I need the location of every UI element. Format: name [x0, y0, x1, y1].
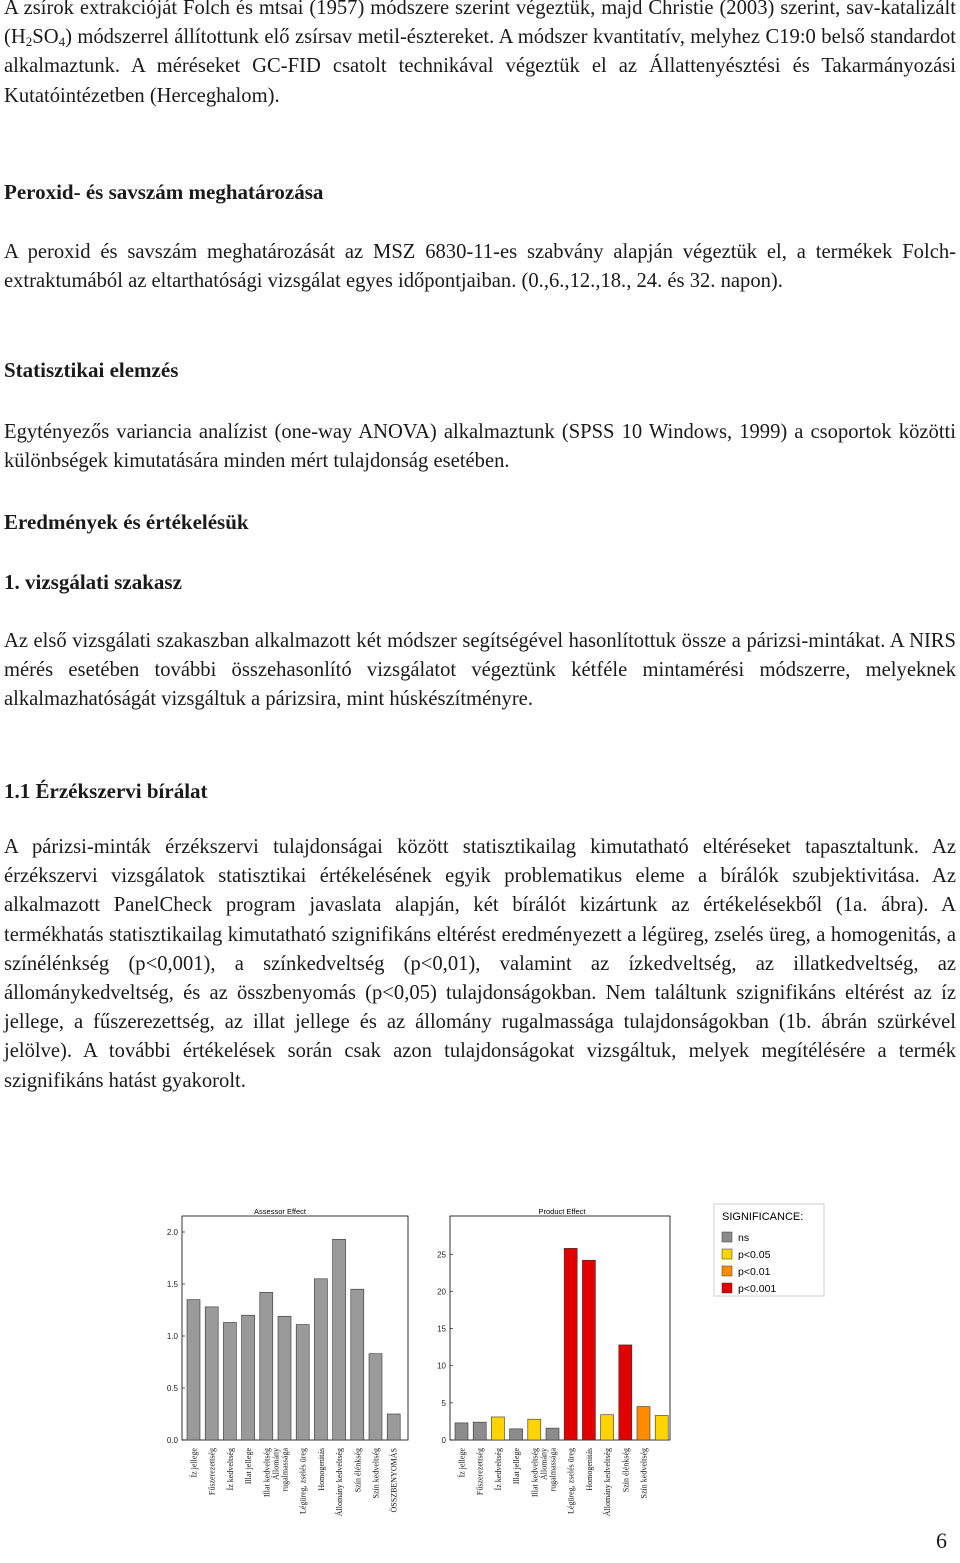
bar [260, 1292, 273, 1440]
category-label: Fűszerezettség [475, 1448, 485, 1496]
legend-swatch [722, 1266, 732, 1276]
paragraph-stage-1: Az első vizsgálati szakaszban alkalmazott két módszer segítségével hasonlítottuk össze a párizsi-mintákat. A NIRS mérés esetében további összehasonlító vizsgálatot végeztünk kétféle mintamérési módszerre, melyeknek alkalmazhatóságát vizsgáltuk a párizsira, mint húskészítményre. [4, 630, 956, 711]
bar [546, 1428, 559, 1440]
figure-1 [150, 1198, 870, 1563]
bar [528, 1419, 541, 1440]
bar [473, 1422, 486, 1440]
category-label: Állomány [271, 1448, 281, 1480]
category-label: rugalmassága [548, 1448, 558, 1492]
paragraph-sensory: A párizsi-minták érzékszervi tulajdonságai között statisztikailag kimutatható eltéréseket tapasztaltunk. Az érzékszervi vizsgálatok statisztikai értékelésének egyik problematikus eleme a bírálók szubjektivitása. Az alkalmazott PanelCheck program javaslata alapján, két bírálót kizártunk az értékelésekből (1a. ábra). A termékhatás statisztikailag kimutatható szignifikáns eltérést eredményezett a légüreg, zselés üreg, a homogenitás, a színélénkség (p<0,001), a színkedveltség (p<0,01), valamint az ízkedveltség, az illatkedveltség, az állománykedveltség, és az összbenyomás (p<0,05) tulajdonságokban. Nem találtunk szignifikáns eltérést az íz jellege, a fűszerezettség, az illat jellege és az állomány rugalmassága tulajdonságokban (1b. ábrán szürkével jelölve). A további értékelések során csak azon tulajdonságokat vizsgáltuk, melyek megítélésére a termék szignifikáns hatást gyakorolt. [4, 836, 956, 1092]
category-label: Fűszerezettség [207, 1448, 217, 1496]
bar [582, 1260, 595, 1440]
y-tick-label: 1.0 [166, 1332, 178, 1341]
y-tick-label: 20 [437, 1287, 446, 1297]
category-label: Íz kedveltség [225, 1448, 235, 1491]
bar [655, 1415, 668, 1440]
y-tick-label: 2.0 [166, 1228, 178, 1237]
chart-title: Assessor Effect [254, 1207, 306, 1216]
category-label: Állomány kedveltség [603, 1448, 613, 1517]
bar [619, 1345, 632, 1440]
category-label: Szín kedveltség [371, 1448, 381, 1499]
bar [242, 1315, 255, 1440]
category-label: Légüreg, zselés üreg [298, 1448, 308, 1514]
category-label: Íz jellege [457, 1448, 467, 1478]
category-label: Homogenitás [584, 1448, 594, 1491]
y-tick-label: 15 [437, 1324, 446, 1334]
bar [564, 1248, 577, 1440]
heading-peroxide: Peroxid- és savszám meghatározása [4, 180, 324, 204]
category-label: Állomány [539, 1448, 549, 1480]
chart-title: Product Effect [538, 1207, 586, 1216]
y-tick-label: 0.5 [166, 1384, 178, 1393]
category-label: Homogenitás [316, 1448, 326, 1491]
category-label: Állomány kedveltség [335, 1448, 345, 1517]
paragraph-statistics: Egytényezős variancia analízist (one-way ANOVA) alkalmaztunk (SPSS 10 Windows, 1999) a csoportok közötti különbségek kimutatására minden mért tulajdonság esetében. [4, 421, 956, 473]
legend-swatch [722, 1249, 732, 1259]
category-label: Légüreg, zselés üreg [566, 1448, 576, 1514]
heading-stage-1: 1. vizsgálati szakasz [4, 570, 182, 594]
category-label: Illat kedveltség [262, 1448, 272, 1498]
category-label: Illat jellege [244, 1448, 254, 1485]
y-tick-label: 0.0 [166, 1436, 178, 1445]
bar [314, 1279, 327, 1440]
legend-entry: ns [738, 1232, 750, 1244]
category-label: Illat jellege [512, 1448, 522, 1485]
bar [296, 1325, 309, 1440]
category-label: rugalmassága [280, 1448, 290, 1492]
bar [205, 1307, 218, 1440]
category-label: Íz kedveltség [493, 1448, 503, 1491]
bar [455, 1423, 468, 1440]
y-tick-label: 5 [441, 1398, 446, 1408]
bar [223, 1322, 236, 1440]
category-label: Illat kedveltség [530, 1448, 540, 1498]
bar [387, 1414, 400, 1440]
category-label: ÖSSZBENYOMÁS [389, 1448, 399, 1513]
bar [491, 1417, 504, 1440]
legend-title: SIGNIFICANCE: [722, 1211, 804, 1223]
legend-entry: p<0.05 [738, 1249, 771, 1261]
bar [637, 1407, 650, 1440]
category-label: Szín élénkség [353, 1448, 363, 1493]
bar [351, 1289, 364, 1440]
bar [333, 1239, 346, 1440]
heading-statistics: Statisztikai elemzés [4, 358, 179, 382]
page-number: 6 [936, 1528, 947, 1553]
y-tick-label: 10 [437, 1361, 446, 1371]
bar [278, 1316, 291, 1440]
y-tick-label: 25 [437, 1250, 446, 1260]
heading-results: Eredmények és értékelésük [4, 510, 249, 534]
bar [187, 1300, 200, 1440]
paragraph-peroxide: A peroxid és savszám meghatározását az MSZ 6830-11-es szabvány alapján végeztük el, a termékek Folch-extraktumából az eltarthatósági vizsgálat egyes időpontjaiban. (0.,6.,12.,18., 24. és 32. napon). [4, 241, 956, 293]
bar [601, 1415, 614, 1440]
paragraph-methods-extraction: A zsírok extrakcióját Folch és mtsai (1957) módszere szerint végeztük, majd Christie (2003) szerint, sav-katalizált $(H_2SO_4)$ módszerrel állítottunk elő zsírsav metil-észtereket. A módszer kvantitatív, melyhez C19:0 belső standardot alkalmaztunk. A méréseket GC-FID csatolt technikával végeztük el az Állattenyésztési és Takarmányozási Kutatóintézetben (Herceghalom). [4, 0, 956, 107]
legend-swatch [722, 1232, 732, 1242]
category-label: Szín kedveltség [639, 1448, 649, 1499]
category-label: Íz jellege [189, 1448, 199, 1478]
bar [369, 1354, 382, 1440]
heading-sensory: 1.1 Érzékszervi bírálat [4, 779, 208, 803]
bar [510, 1429, 523, 1440]
y-tick-label: 1.5 [166, 1280, 178, 1289]
y-tick-label: 0 [441, 1436, 446, 1445]
legend-swatch [722, 1283, 732, 1293]
legend-entry: p<0.01 [738, 1266, 771, 1278]
legend-entry: p<0.001 [738, 1283, 777, 1295]
figure-charts [150, 1198, 870, 1563]
category-label: Szín élénkség [621, 1448, 631, 1493]
